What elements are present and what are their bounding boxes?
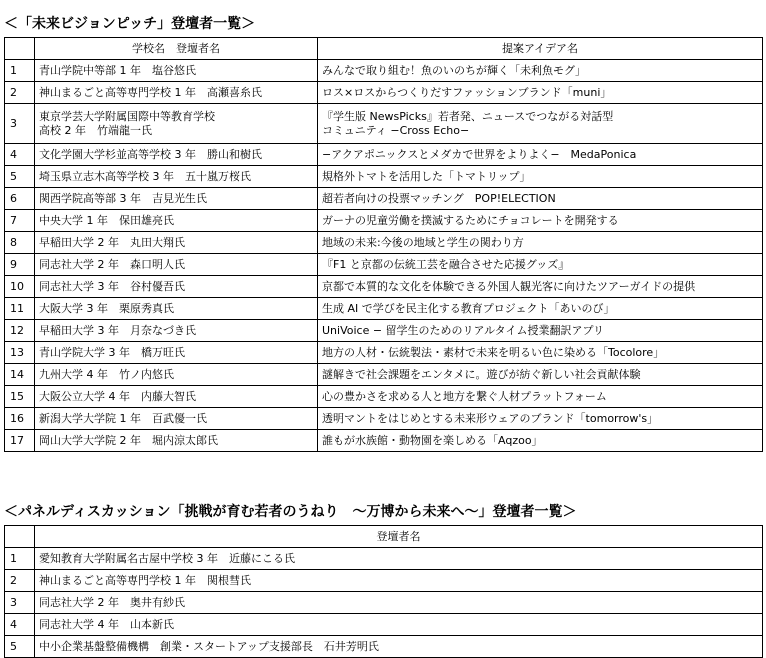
table-row (5, 386, 763, 408)
row-number: 7 (5, 210, 35, 232)
school-presenter-text: 中央大学 1 年 保田雄亮氏 (39, 213, 174, 227)
school-presenter-cell (35, 232, 318, 254)
idea-text: 『F1 と京都の伝統工芸を融合させた応援グッズ』 (322, 257, 570, 271)
school-presenter-cell (35, 82, 318, 104)
row-number: 2 (5, 570, 35, 592)
table-row (5, 430, 763, 452)
row-number: 3 (5, 104, 35, 144)
idea-text: UniVoice − 留学生のためのリアルタイム授業翻訳アプリ (322, 323, 605, 337)
school-presenter-cell (35, 254, 318, 276)
row-number: 4 (5, 614, 35, 636)
school-presenter-text: 岡山大学大学院 2 年 堀内涼太郎氏 (39, 433, 218, 447)
header-num (5, 526, 35, 548)
idea-text: 地域の未来:今後の地域と学生の関わり方 (322, 235, 524, 249)
school-presenter-text: 関西学院高等部 3 年 吉見光生氏 (39, 191, 207, 205)
row-number: 16 (5, 408, 35, 430)
row-number: 13 (5, 342, 35, 364)
idea-cell (318, 408, 763, 430)
table-row (5, 408, 763, 430)
idea-text: みんなで取り組む！魚のいのちが輝く「未利魚モグ」 (322, 63, 586, 77)
idea-text: −アクアポニックスとメダカで世界をよりよく− MedaPonica (322, 147, 637, 161)
pitch-presenters-table (4, 37, 763, 452)
idea-cell (318, 254, 763, 276)
table-row (5, 320, 763, 342)
idea-text: ロス×ロスからつくりだすファッションブランド「muni」 (322, 85, 612, 99)
school-presenter-cell (35, 364, 318, 386)
school-presenter-cell (35, 188, 318, 210)
idea-text: 規格外トマトを活用した「トマトリップ」 (322, 169, 531, 183)
school-presenter-text: 文化学園大学杉並高等学校 3 年 勝山和樹氏 (39, 147, 262, 161)
school-presenter-text: 早稲田大学 2 年 丸田大翔氏 (39, 235, 185, 249)
school-presenter-text: 早稲田大学 3 年 月奈なづき氏 (39, 323, 196, 337)
idea-cell (318, 144, 763, 166)
table-header-row (5, 526, 763, 548)
idea-cell (318, 232, 763, 254)
school-presenter-cell (35, 210, 318, 232)
idea-cell (318, 188, 763, 210)
school-presenter-cell (35, 60, 318, 82)
school-presenter-cell (35, 276, 318, 298)
school-presenter-cell (35, 386, 318, 408)
school-presenter-cell (35, 144, 318, 166)
presenter-name-cell: 神山まるごと高等専門学校 1 年 関根彗氏 (35, 570, 763, 592)
table-row (5, 276, 763, 298)
row-number: 12 (5, 320, 35, 342)
school-presenter-cell (35, 430, 318, 452)
idea-cell (318, 430, 763, 452)
row-number: 11 (5, 298, 35, 320)
row-number: 3 (5, 592, 35, 614)
table-row (5, 592, 763, 614)
school-presenter-text: 同志社大学 3 年 谷村優吾氏 (39, 279, 185, 293)
idea-cell (318, 386, 763, 408)
school-presenter-text: 大阪公立大学 4 年 内藤大智氏 (39, 389, 196, 403)
table-row (5, 636, 763, 658)
row-number: 2 (5, 82, 35, 104)
table-row (5, 232, 763, 254)
row-number: 14 (5, 364, 35, 386)
panel-presenters-table (4, 525, 763, 658)
row-number: 6 (5, 188, 35, 210)
row-number: 1 (5, 60, 35, 82)
row-number: 9 (5, 254, 35, 276)
presenter-name-cell: 愛知教育大学附属名古屋中学校 3 年 近藤にこる氏 (35, 548, 763, 570)
row-number: 5 (5, 636, 35, 658)
idea-cell (318, 60, 763, 82)
idea-cell (318, 82, 763, 104)
table-row (5, 188, 763, 210)
idea-cell (318, 276, 763, 298)
table-row (5, 614, 763, 636)
school-presenter-cell (35, 166, 318, 188)
school-presenter-text: 神山まるごと高等専門学校 1 年 高瀬喜糸氏 (39, 85, 262, 99)
idea-cell (318, 104, 763, 144)
idea-text: ガーナの児童労働を撲滅するためにチョコレートを開発する (322, 213, 619, 227)
header-num (5, 38, 35, 60)
school-presenter-text: 青山学院大学 3 年 橋万旺氏 (39, 345, 185, 359)
school-presenter-cell (35, 320, 318, 342)
presenter-name-cell: 同志社大学 4 年 山本新氏 (35, 614, 763, 636)
table-row (5, 548, 763, 570)
idea-text: 誰もが水族館・動物園を楽しめる「Aqzoo」 (322, 433, 543, 447)
school-presenter-cell (35, 408, 318, 430)
row-number: 17 (5, 430, 35, 452)
section1-title: ＜「未来ビジョンピッチ」登壇者一覧＞ (4, 16, 256, 32)
table-row (5, 570, 763, 592)
header-school: 学校名 登壇者名 (35, 38, 318, 60)
idea-text: 『学生版 NewsPicks』若者発、ニュースでつながる対話型 (322, 109, 614, 123)
idea-cell (318, 166, 763, 188)
presenter-name-cell: 同志社大学 2 年 奥井有紗氏 (35, 592, 763, 614)
school-presenter-cell (35, 298, 318, 320)
idea-text: 謎解きで社会課題をエンタメに。遊びが紡ぐ新しい社会貢献体験 (322, 367, 641, 381)
table-row (5, 166, 763, 188)
idea-text-line2: コミュニティ −Cross Echo− (322, 123, 470, 137)
school-presenter-text-line2: 高校 2 年 竹端龍一氏 (39, 123, 152, 137)
school-presenter-text: 埼玉県立志木高等学校 3 年 五十嵐万桜氏 (39, 169, 251, 183)
school-presenter-text: 同志社大学 2 年 森口明人氏 (39, 257, 185, 271)
idea-text: 透明マントをはじめとする未来形ウェアのブランド「tomorrow's」 (322, 411, 659, 425)
table-row (5, 104, 763, 144)
idea-cell (318, 364, 763, 386)
school-presenter-cell (35, 104, 318, 144)
table-row (5, 144, 763, 166)
table-row (5, 82, 763, 104)
row-number: 15 (5, 386, 35, 408)
presenter-name-cell: 中小企業基盤整備機構 創業・スタートアップ支援部長 石井芳明氏 (35, 636, 763, 658)
table-row (5, 60, 763, 82)
row-number: 5 (5, 166, 35, 188)
school-presenter-text: 九州大学 4 年 竹ノ内悠氏 (39, 367, 174, 381)
school-presenter-text: 新潟大学大学院 1 年 百武優一氏 (39, 411, 207, 425)
idea-cell (318, 210, 763, 232)
row-number: 1 (5, 548, 35, 570)
table-row (5, 254, 763, 276)
idea-text: 地方の人材・伝統製法・素材で未来を明るい色に染める「Tocolore」 (322, 345, 665, 359)
idea-cell (318, 320, 763, 342)
row-number: 4 (5, 144, 35, 166)
table-header-row (5, 38, 763, 60)
table-row (5, 298, 763, 320)
table-row (5, 342, 763, 364)
table-row (5, 210, 763, 232)
school-presenter-text: 大阪大学 3 年 栗原秀真氏 (39, 301, 174, 315)
school-presenter-text: 東京学芸大学附属国際中等教育学校 (39, 109, 215, 123)
row-number: 8 (5, 232, 35, 254)
school-presenter-cell (35, 342, 318, 364)
section2-title: ＜パネルディスカッション「挑戦が育む若者のうねり ～万博から未来へ～」登壇者一覧＞ (4, 504, 577, 520)
school-presenter-text: 青山学院中等部 1 年 塩谷悠氏 (39, 63, 196, 77)
table-row (5, 364, 763, 386)
header-idea: 提案アイデア名 (318, 38, 763, 60)
idea-text: 心の豊かさを求める人と地方を繋ぐ人材プラットフォーム (322, 389, 607, 403)
idea-text: 超若者向けの投票マッチング POP!ELECTION (322, 191, 556, 205)
idea-cell (318, 298, 763, 320)
header-name: 登壇者名 (35, 526, 763, 548)
row-number: 10 (5, 276, 35, 298)
idea-cell (318, 342, 763, 364)
idea-text: 京都で本質的な文化を体験できる外国人観光客に向けたツアーガイドの提供 (322, 279, 696, 293)
idea-text: 生成 AI で学びを民主化する教育プロジェクト「あいのび」 (322, 301, 615, 315)
